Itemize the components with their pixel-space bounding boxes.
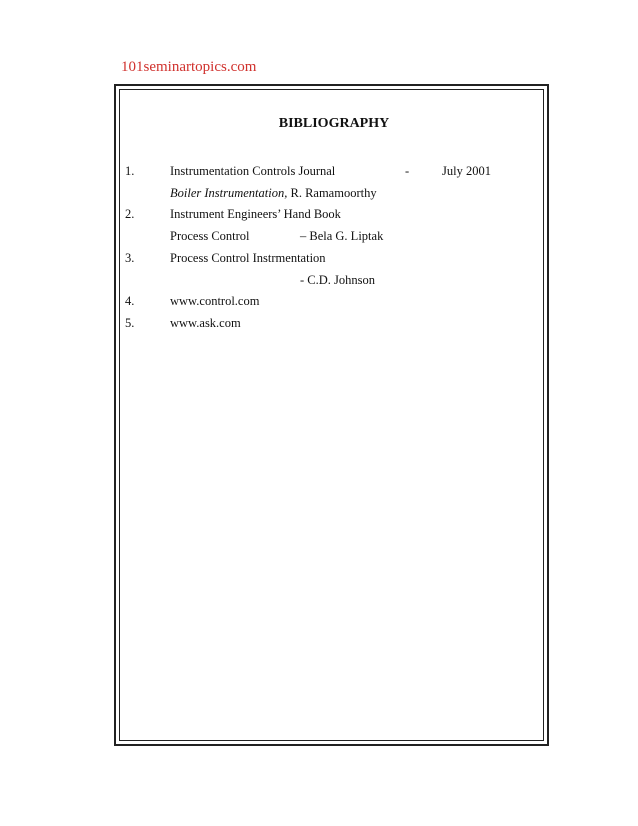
- entry-1-sub-title: Boiler Instrumentation,: [170, 186, 288, 200]
- page-title: BIBLIOGRAPHY: [278, 116, 390, 131]
- entry-5-number: 5.: [125, 316, 135, 330]
- entry-1-sub-author: R. Ramamoorthy: [287, 186, 377, 200]
- entry-4-number: 4.: [125, 294, 135, 308]
- entry-1-number: 1.: [125, 164, 135, 178]
- entry-3-sub-author: - C.D. Johnson: [300, 273, 376, 287]
- entry-2-sub-author: – Bela G. Liptak: [300, 229, 384, 243]
- entry-1-title: Instrumentation Controls Journal: [170, 164, 336, 178]
- entry-5-link[interactable]: www.ask.com: [170, 316, 241, 330]
- entry-2-number: 2.: [125, 207, 135, 221]
- entry-1-subline: [170, 186, 377, 201]
- entry-2-sub-title: Process Control: [170, 229, 250, 243]
- entry-4-link[interactable]: www.control.com: [170, 294, 260, 308]
- entry-1-dash: -: [405, 164, 410, 178]
- entry-3-title: Process Control Instrmentation: [170, 251, 326, 265]
- entry-1-date: July 2001: [442, 164, 491, 178]
- entry-2-title: Instrument Engineers’ Hand Book: [170, 207, 341, 221]
- site-header-link[interactable]: 101seminartopics.com: [121, 59, 257, 75]
- entry-3-number: 3.: [125, 251, 135, 265]
